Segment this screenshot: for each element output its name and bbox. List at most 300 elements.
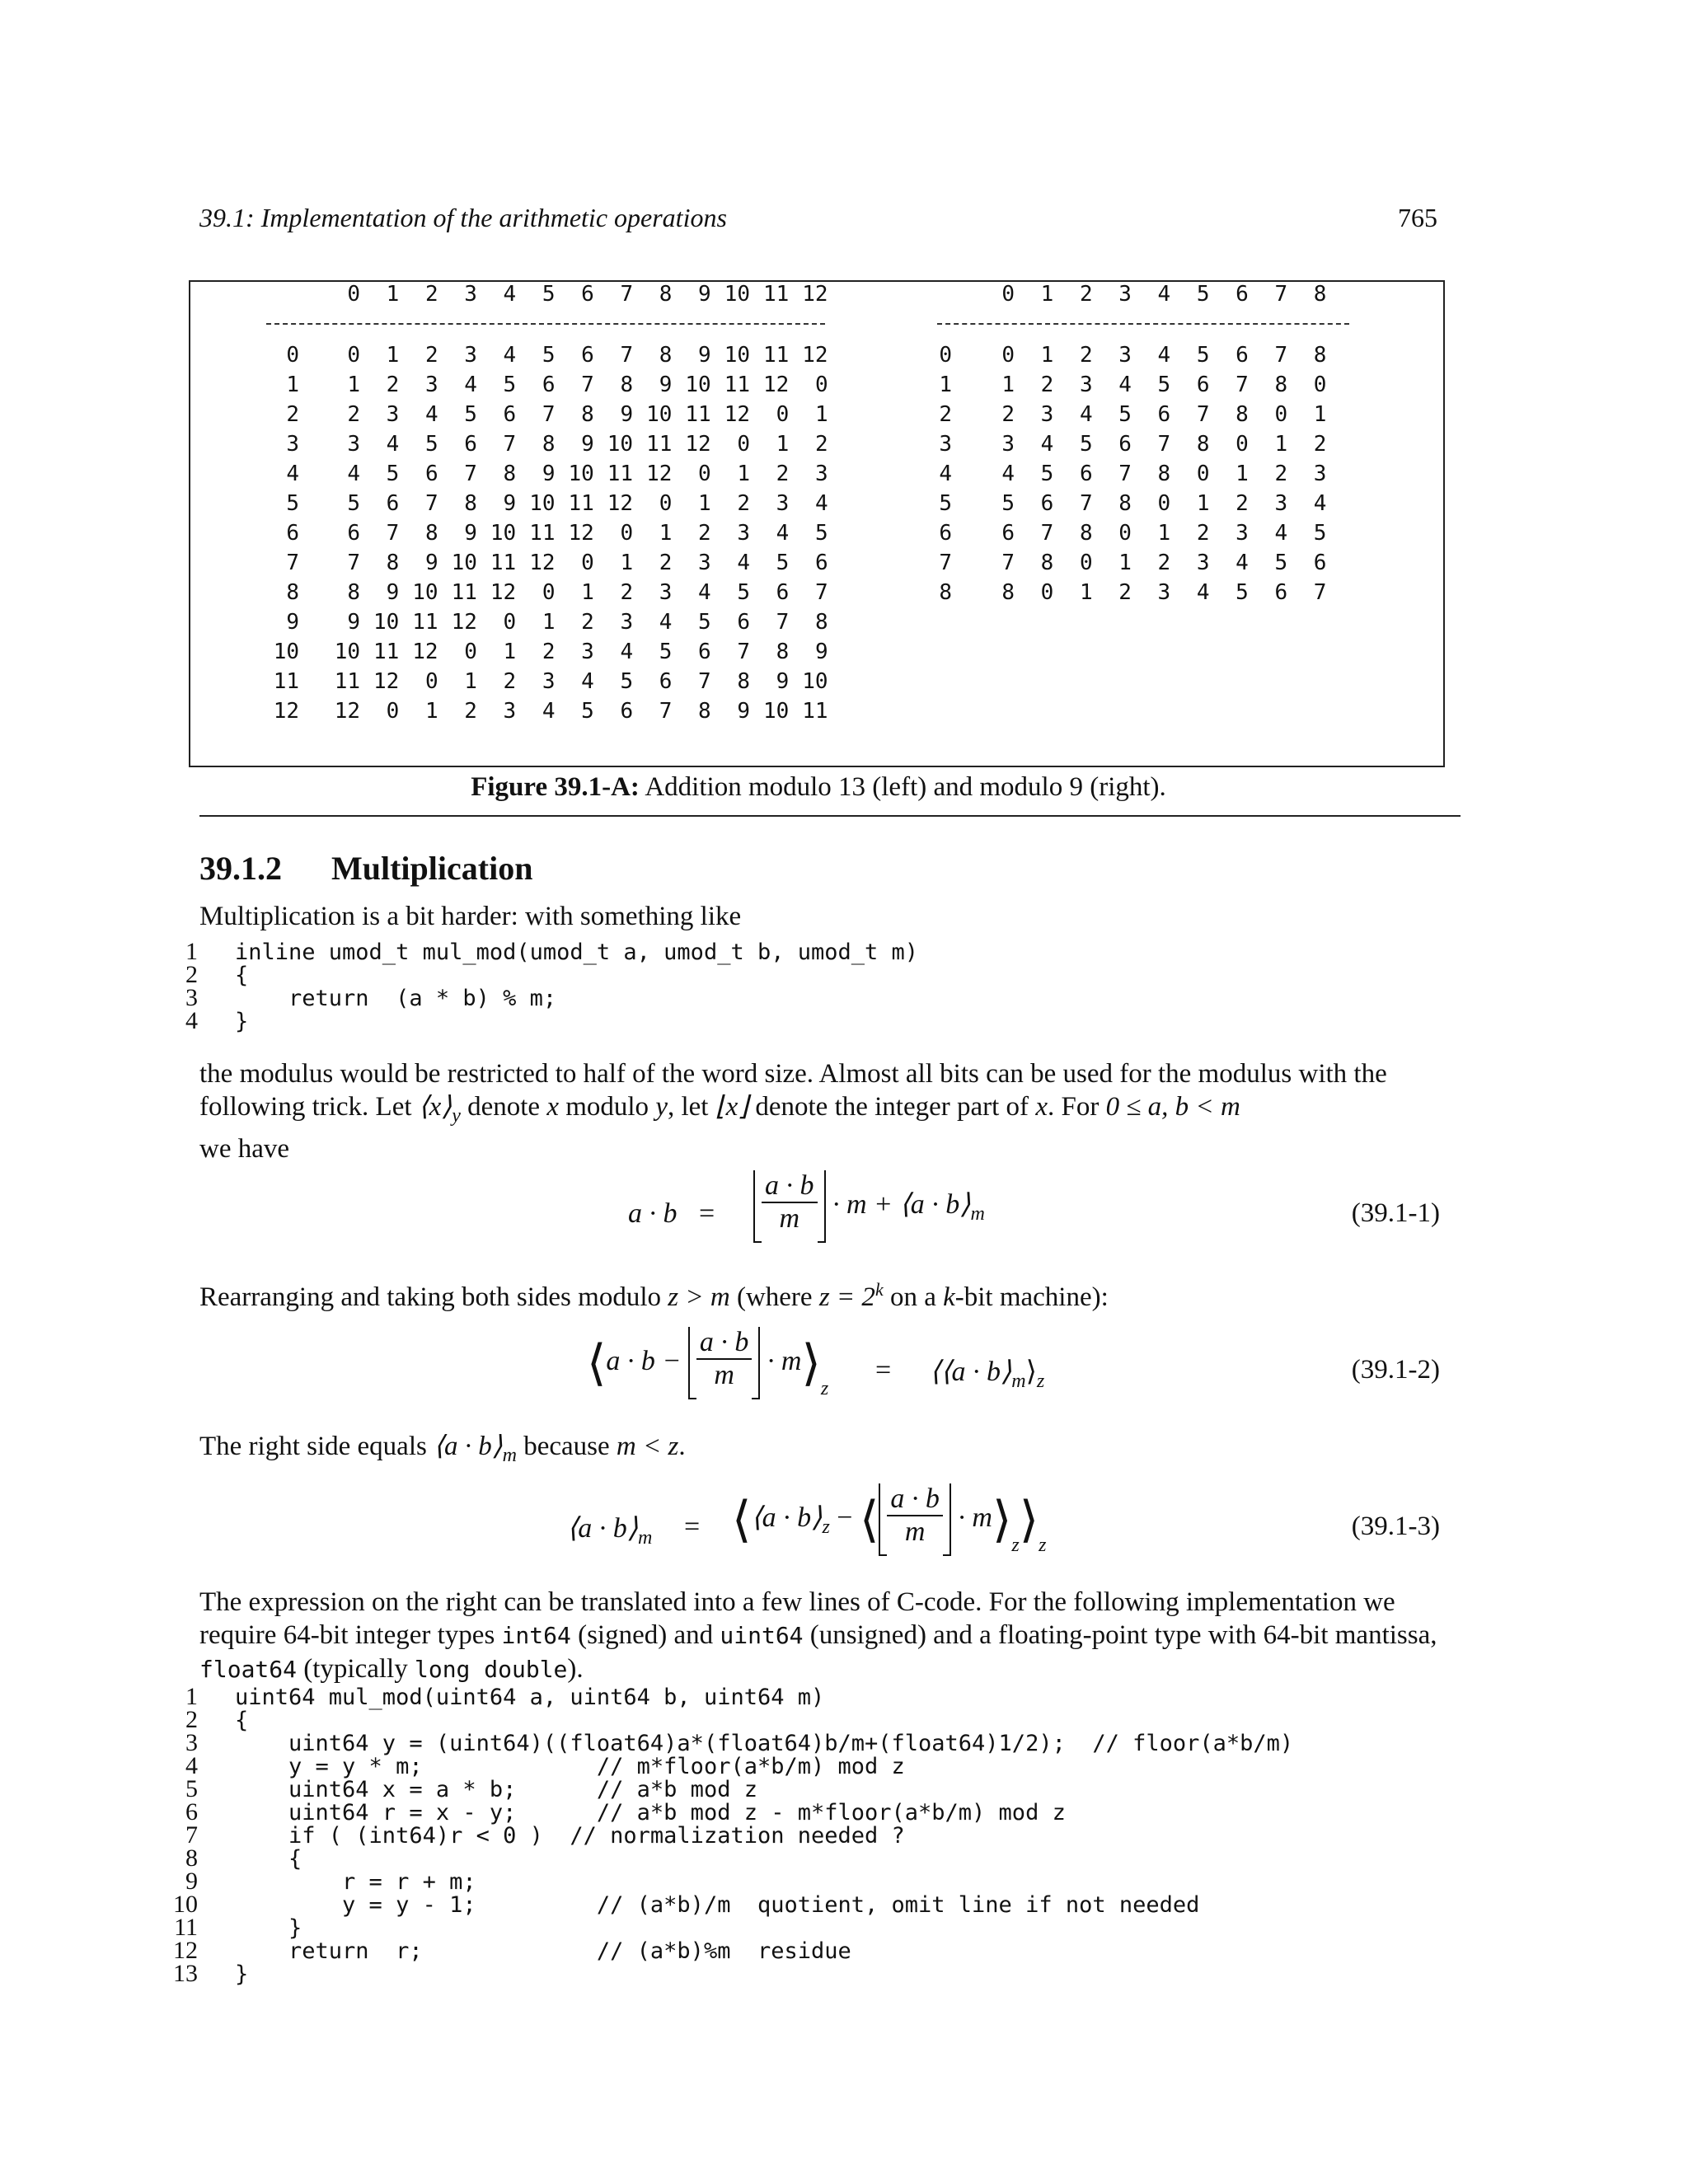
code-line: return r; // (a*b)%m residue: [235, 1938, 851, 1964]
row-header: 5: [286, 491, 299, 516]
equation-number: (39.1-3): [1351, 1511, 1440, 1541]
table-cell: 5: [347, 491, 360, 516]
angle-open: ⟨: [859, 1491, 879, 1549]
table-cell: 7: [620, 343, 634, 368]
table-cell: 5: [542, 343, 556, 368]
table-cell: 6: [503, 402, 517, 427]
text-span: we have: [199, 1134, 290, 1164]
fraction-denominator: m: [714, 1360, 734, 1390]
table-cell: 10: [373, 610, 400, 635]
text-span: denote the integer part of: [748, 1092, 1036, 1122]
text-span: -bit machine):: [954, 1282, 1109, 1312]
table-cell: 11: [334, 669, 360, 694]
eq3-equals: =: [684, 1511, 701, 1542]
table-cell: 3: [1001, 432, 1015, 457]
table-cell: 1: [1040, 343, 1054, 368]
row-header: 12: [273, 699, 299, 724]
figure-caption-label: Figure 39.1-A:: [471, 772, 640, 802]
table-cell: 0: [1001, 343, 1015, 368]
table-cell: 4: [503, 343, 517, 368]
table-cell: 4: [1001, 462, 1015, 486]
code-line-number: 13: [173, 1960, 198, 1987]
math-y: y: [655, 1092, 668, 1122]
code-line: {: [235, 963, 249, 988]
angle-open: ⟨: [732, 1491, 752, 1549]
table-cell: 5: [386, 462, 400, 486]
table-cell: 5: [737, 580, 750, 605]
code-line-number: 2: [185, 961, 198, 988]
table-cell: 8: [814, 610, 828, 635]
table-cell: 6: [776, 580, 790, 605]
table-cell: 9: [737, 699, 750, 724]
table-cell: 4: [464, 373, 477, 397]
table-cell: 2: [386, 373, 400, 397]
table-cell: 7: [1040, 521, 1054, 546]
row-header: 3: [286, 432, 299, 457]
text-span: modulo: [558, 1092, 656, 1122]
math-cond: z > m: [668, 1282, 730, 1312]
table-cell: 9: [347, 610, 360, 635]
table-cell: 7: [1001, 551, 1015, 575]
table-cell: 3: [464, 343, 477, 368]
table-cell: 9: [386, 580, 400, 605]
table-cell: 9: [542, 462, 556, 486]
code-line-number: 2: [185, 1706, 198, 1733]
table-cell: 0: [659, 491, 673, 516]
fraction-denominator: m: [779, 1203, 800, 1234]
floor-bracket: [879, 1483, 951, 1556]
math-cond: m < z: [616, 1432, 679, 1461]
table-cell: 6: [542, 373, 556, 397]
row-header: 1: [939, 373, 952, 397]
table-cell: 7: [542, 402, 556, 427]
table-cell: 4: [698, 580, 711, 605]
row-header: 2: [939, 402, 952, 427]
table-cell: 4: [386, 432, 400, 457]
paragraph-modulus-trick: [199, 1057, 1440, 1165]
table-cell: 12: [646, 462, 673, 486]
eq3-minus: −: [837, 1502, 853, 1533]
table-cell: 0: [1040, 580, 1054, 605]
eq1-equals: =: [699, 1198, 715, 1229]
row-header: 0: [286, 343, 299, 368]
table-cell: 6: [737, 610, 750, 635]
table-cell: 6: [659, 669, 673, 694]
text-span: on a: [883, 1282, 944, 1312]
column-header: 8: [1313, 282, 1327, 307]
equation-39-1-2: [199, 1327, 1440, 1434]
table-cell: 5: [1157, 373, 1171, 397]
table-cell: 3: [386, 402, 400, 427]
angle-open: ⟨: [587, 1334, 607, 1392]
table-cell: 12: [724, 402, 750, 427]
code-line-number: 1: [185, 1683, 198, 1710]
section-number: 39.1.2: [199, 850, 282, 887]
table-cell: 2: [659, 551, 673, 575]
table-cell: 11: [568, 491, 594, 516]
table-cell: 8: [347, 580, 360, 605]
row-header: 6: [286, 521, 299, 546]
table-cell: 1: [542, 610, 556, 635]
table-cell: 9: [698, 343, 711, 368]
table-cell: 1: [659, 521, 673, 546]
table-cell: 11: [724, 373, 750, 397]
table-cell: 3: [1236, 521, 1249, 546]
text-span: because: [516, 1432, 617, 1461]
table-cell: 11: [607, 462, 634, 486]
table-cell: 1: [464, 669, 477, 694]
table-cell: 7: [386, 521, 400, 546]
table-cell: 7: [1236, 373, 1249, 397]
table-cell: 3: [503, 699, 517, 724]
code-line-number: 5: [185, 1775, 198, 1802]
table-cell: 9: [464, 521, 477, 546]
eq2-equals: =: [875, 1355, 892, 1385]
table-cell: 12: [685, 432, 711, 457]
table-cell: 4: [1118, 373, 1132, 397]
code-line: y = y - 1; // (a*b)/m quotient, omit line if not needed: [235, 1892, 1200, 1918]
math-angle-x: ⟨x⟩: [418, 1092, 452, 1122]
code-line-number: 8: [185, 1844, 198, 1872]
eq3-inner: ⟨a · b⟩: [751, 1502, 823, 1533]
code-line: }: [235, 1961, 249, 1987]
table-cell: 11: [802, 699, 828, 724]
table-cell: 8: [503, 462, 517, 486]
eq1-rhs: [753, 1170, 985, 1243]
eq3-rhs: [732, 1483, 1047, 1557]
code-line: {: [235, 1846, 302, 1872]
math-sub-y: y: [452, 1105, 461, 1127]
table-cell: 11: [646, 432, 673, 457]
table-cell: 12: [373, 669, 400, 694]
table-cell: 3: [1196, 551, 1210, 575]
table-cell: 2: [503, 669, 517, 694]
column-header: 2: [1079, 282, 1093, 307]
table-cell: 5: [1196, 343, 1210, 368]
row-header: 8: [939, 580, 952, 605]
text-span: (signed) and: [570, 1620, 720, 1650]
table-cell: 2: [581, 610, 594, 635]
table-cell: 6: [1157, 402, 1171, 427]
table-cell: 1: [1313, 402, 1327, 427]
paragraph-right-side: [199, 1430, 1440, 1472]
code-line: uint64 x = a * b; // a*b mod z: [235, 1777, 757, 1802]
table-cell: 1: [814, 402, 828, 427]
column-header: 6: [1236, 282, 1249, 307]
table-cell: 6: [1079, 462, 1093, 486]
table-cell: 6: [814, 551, 828, 575]
eq2-rhs-close: ⟩: [1025, 1357, 1037, 1387]
eq3-post: · m: [958, 1502, 992, 1533]
table-cell: 4: [1079, 402, 1093, 427]
figure-caption: [199, 772, 1437, 803]
table-cell: 5: [1313, 521, 1327, 546]
table-cell: 0: [424, 669, 438, 694]
section-heading: [199, 849, 532, 888]
table-cell: 0: [464, 640, 477, 664]
code-line: }: [235, 1915, 302, 1941]
column-header: 4: [503, 282, 517, 307]
table-cell: 11: [373, 640, 400, 664]
table-cell: 3: [659, 580, 673, 605]
eq2-pre: a · b −: [606, 1345, 682, 1376]
table-cell: 2: [1157, 551, 1171, 575]
code-line-number: 10: [173, 1891, 198, 1918]
table-cell: 9: [503, 491, 517, 516]
table-cell: 3: [776, 491, 790, 516]
table-cell: 6: [698, 640, 711, 664]
table-cell: 7: [1196, 402, 1210, 427]
table-cell: 0: [503, 610, 517, 635]
running-header: [199, 203, 1437, 239]
text-span: .: [678, 1432, 686, 1461]
table-rule: [937, 323, 1349, 326]
table-cell: 1: [386, 343, 400, 368]
column-header: 0: [1001, 282, 1015, 307]
table-cell: 5: [1274, 551, 1288, 575]
table-cell: 1: [620, 551, 634, 575]
math-cond: z = 2: [818, 1282, 875, 1312]
table-cell: 4: [1236, 551, 1249, 575]
table-cell: 4: [581, 669, 594, 694]
table-cell: 7: [347, 551, 360, 575]
text-span: (unsigned) and a floating-point type with 64-bit mantissa,: [803, 1620, 1437, 1650]
table-cell: 12: [490, 580, 517, 605]
table-cell: 0: [1118, 521, 1132, 546]
table-cell: 5: [1001, 491, 1015, 516]
table-cell: 0: [542, 580, 556, 605]
column-header: 4: [1157, 282, 1171, 307]
code-line: }: [235, 1009, 249, 1034]
table-cell: 3: [737, 521, 750, 546]
table-cell: 2: [620, 580, 634, 605]
row-header: 4: [286, 462, 299, 486]
table-cell: 8: [698, 699, 711, 724]
eq2-sub: z: [820, 1377, 829, 1399]
fraction-numerator: a · b: [696, 1327, 753, 1360]
code-int64: int64: [501, 1622, 571, 1649]
text-span: ).: [567, 1654, 584, 1684]
fraction-denominator: m: [904, 1516, 926, 1547]
table-cell: 4: [1196, 580, 1210, 605]
table-cell: 3: [581, 640, 594, 664]
code-line-number: 4: [185, 1752, 198, 1779]
table-cell: 2: [698, 521, 711, 546]
table-cell: 10: [412, 580, 438, 605]
table-cell: 6: [1274, 580, 1288, 605]
table-cell: 10: [762, 699, 790, 724]
code-line: uint64 mul_mod(uint64 a, uint64 b, uint64 m): [235, 1685, 825, 1710]
table-cell: 5: [659, 640, 673, 664]
table-cell: 3: [1313, 462, 1327, 486]
code-line: return (a * b) % m;: [235, 986, 557, 1011]
code-line-number: 12: [173, 1937, 198, 1964]
table-cell: 1: [737, 462, 750, 486]
table-cell: 12: [607, 491, 634, 516]
code-line: y = y * m; // m*floor(a*b/m) mod z: [235, 1754, 905, 1779]
code-line-number: 4: [185, 1007, 198, 1034]
floor-bracket: [688, 1327, 761, 1399]
table-cell: 10: [529, 491, 556, 516]
table-cell: 8: [1274, 373, 1288, 397]
table-cell: 5: [424, 432, 438, 457]
table-cell: 7: [581, 373, 594, 397]
table-cell: 5: [581, 699, 594, 724]
table-cell: 3: [1118, 343, 1132, 368]
table-cell: 5: [814, 521, 828, 546]
figure-caption-text: Addition modulo 13 (left) and modulo 9 (right).: [639, 772, 1166, 802]
text-span: the modulus would be restricted to half of the word size. Almost all bits can be used for the modulus with the following trick. Let: [199, 1059, 1387, 1122]
eq3-sub2: z: [1039, 1534, 1047, 1556]
math-expr: ⟨a · b⟩: [434, 1432, 503, 1461]
eq1-rest: · m + ⟨a · b⟩: [832, 1188, 971, 1220]
table-cell: 7: [1274, 343, 1288, 368]
row-header: 2: [286, 402, 299, 427]
table-cell: 2: [1196, 521, 1210, 546]
equation-39-1-1: [199, 1170, 1440, 1277]
table-cell: 1: [1118, 551, 1132, 575]
table-cell: 4: [1313, 491, 1327, 516]
table-cell: 6: [347, 521, 360, 546]
table-cell: 5: [698, 610, 711, 635]
row-header: 1: [286, 373, 299, 397]
table-cell: 1: [1079, 580, 1093, 605]
table-cell: 11: [490, 551, 517, 575]
table-cell: 9: [659, 373, 673, 397]
table-rule: [266, 323, 825, 326]
table-cell: 4: [776, 521, 790, 546]
table-cell: 0: [1236, 432, 1249, 457]
table-cell: 12: [334, 699, 360, 724]
eq2-rhs-expr: ⟨⟨a · b⟩: [930, 1357, 1012, 1387]
table-cell: 12: [568, 521, 594, 546]
column-header: 5: [542, 282, 556, 307]
table-cell: 8: [1118, 491, 1132, 516]
code-uint64: uint64: [720, 1622, 804, 1649]
table-cell: 10: [724, 343, 750, 368]
intro-paragraph: Multiplication is a bit harder: with something like: [199, 902, 742, 931]
fraction: [762, 1170, 818, 1235]
table-cell: 5: [776, 551, 790, 575]
eq2-rhs-sub1: m: [1011, 1371, 1026, 1392]
table-cell: 7: [1313, 580, 1327, 605]
table-cell: 11: [685, 402, 711, 427]
table-cell: 2: [542, 640, 556, 664]
page-number: 765: [1398, 203, 1437, 232]
code-line: inline umod_t mul_mod(umod_t a, umod_t b, umod_t m): [235, 940, 919, 965]
table-cell: 3: [1079, 373, 1093, 397]
fraction-numerator: a · b: [762, 1170, 818, 1203]
table-cell: 1: [1274, 432, 1288, 457]
table-cell: 6: [1236, 343, 1249, 368]
table-cell: 6: [1196, 373, 1210, 397]
table-cell: 1: [1001, 373, 1015, 397]
table-cell: 7: [698, 669, 711, 694]
row-header: 4: [939, 462, 952, 486]
table-cell: 4: [814, 491, 828, 516]
table-cell: 12: [412, 640, 438, 664]
code-long-double: long double: [414, 1656, 568, 1683]
eq1-lhs: a · b: [628, 1198, 678, 1229]
table-cell: 6: [464, 432, 477, 457]
table-cell: 8: [1236, 402, 1249, 427]
equation-39-1-3: [199, 1483, 1440, 1591]
table-cell: 1: [698, 491, 711, 516]
table-cell: 8: [1313, 343, 1327, 368]
table-cell: 9: [581, 432, 594, 457]
table-cell: 2: [1313, 432, 1327, 457]
table-cell: 4: [737, 551, 750, 575]
table-cell: 7: [503, 432, 517, 457]
table-cell: 3: [542, 669, 556, 694]
table-cell: 6: [424, 462, 438, 486]
table-cell: 1: [581, 580, 594, 605]
column-header: 1: [1040, 282, 1054, 307]
table-cell: 3: [424, 373, 438, 397]
paragraph-implementation: [199, 1586, 1440, 1686]
table-cell: 3: [1040, 402, 1054, 427]
text-span: The expression on the right can be translated into a few lines of C-code. For the following implementation we require 64-bit integer types: [199, 1587, 1395, 1650]
table-cell: 4: [1040, 432, 1054, 457]
table-cell: 10: [490, 521, 517, 546]
table-cell: 2: [464, 699, 477, 724]
angle-close: ⟩: [992, 1491, 1012, 1549]
table-cell: 11: [529, 521, 556, 546]
table-cell: 0: [1274, 402, 1288, 427]
table-cell: 0: [776, 402, 790, 427]
table-cell: 5: [620, 669, 634, 694]
table-cell: 8: [1040, 551, 1054, 575]
row-header: 7: [286, 551, 299, 575]
math-floor-x: ⌊x⌋: [715, 1092, 749, 1122]
table-cell: 4: [1274, 521, 1288, 546]
code-line: {: [235, 1708, 249, 1733]
table-cell: 10: [646, 402, 673, 427]
column-header: 9: [698, 282, 711, 307]
table-cell: 0: [347, 343, 360, 368]
fraction: [887, 1483, 943, 1548]
row-header: 8: [286, 580, 299, 605]
table-cell: 8: [1157, 462, 1171, 486]
eq3-lhs-expr: ⟨a · b⟩: [567, 1513, 639, 1544]
column-header: 6: [581, 282, 594, 307]
code-float64: float64: [199, 1656, 298, 1683]
row-header: 9: [286, 610, 299, 635]
row-header: 5: [939, 491, 952, 516]
table-cell: 2: [737, 491, 750, 516]
table-cell: 2: [1118, 580, 1132, 605]
table-cell: 1: [424, 699, 438, 724]
math-range: 0 ≤ a, b < m: [1105, 1092, 1240, 1122]
math-sup-k: k: [874, 1279, 884, 1300]
table-cell: 4: [620, 640, 634, 664]
math-x: x: [546, 1092, 559, 1122]
table-cell: 10: [451, 551, 477, 575]
table-cell: 4: [542, 699, 556, 724]
code-line: uint64 y = (uint64)((float64)a*(float64)b/m+(float64)1/2); // floor(a*b/m): [235, 1731, 1294, 1756]
math-x: x: [1035, 1092, 1048, 1122]
table-cell: 0: [620, 521, 634, 546]
table-cell: 0: [698, 462, 711, 486]
table-cell: 9: [814, 640, 828, 664]
table-cell: 2: [347, 402, 360, 427]
table-cell: 0: [386, 699, 400, 724]
table-cell: 5: [503, 373, 517, 397]
table-cell: 2: [1274, 462, 1288, 486]
text-span: denote: [460, 1092, 547, 1122]
table-cell: 6: [1001, 521, 1015, 546]
table-cell: 0: [1157, 491, 1171, 516]
